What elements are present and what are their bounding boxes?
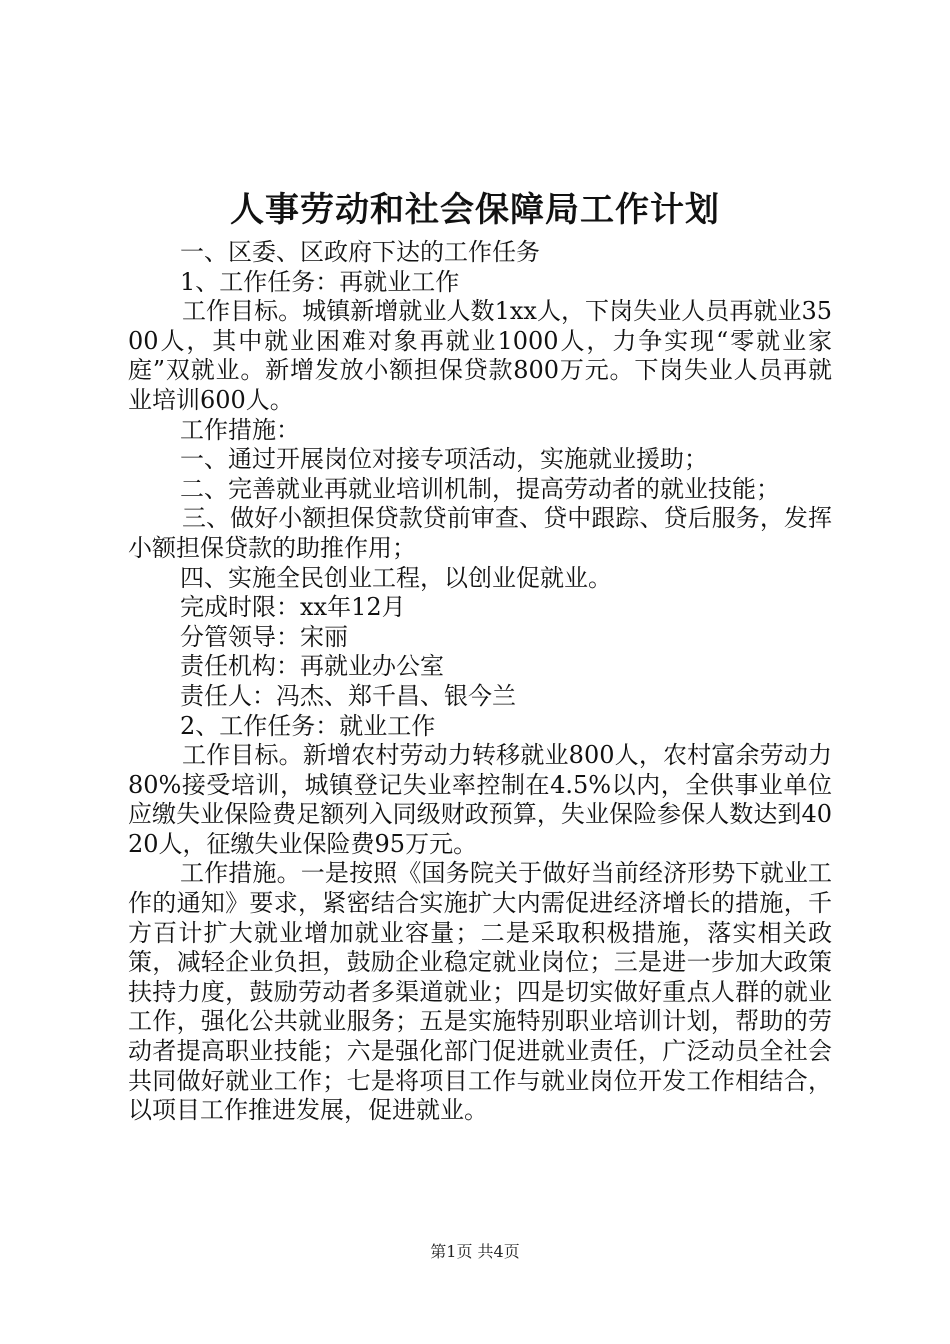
document-body <box>128 238 832 1126</box>
page-number: 第1页 共4页 <box>430 1242 520 1261</box>
task-goal-paragraph: 工作目标。新增农村劳动力转移就业800人，农村富余劳动力80%接受培训，城镇登记失业率控制在4.5%以内，全供事业单位应缴失业保险费足额列入同级财政预算，失业保险参保人数达到4020人，征缴失业保险费95万元。 <box>128 741 832 858</box>
document-title: 人事劳动和社会保障局工作计划 <box>230 190 720 230</box>
measures-heading: 工作措施： <box>180 415 300 444</box>
task-goal-paragraph: 工作目标。城镇新增就业人数1xx人，下岗失业人员再就业3500人，其中就业困难对象再就业1000人，力争实现“零就业家庭”双就业。新增发放小额担保贷款800万元。下岗失业人员再就业培训600人。 <box>128 297 832 414</box>
section-heading: 一、区委、区政府下达的工作任务 <box>180 238 540 266</box>
task-heading: 2、工作任务：就业工作 <box>180 711 436 740</box>
deadline-line: 完成时限：xx年12月 <box>180 593 406 622</box>
responsible-agency-line: 责任机构：再就业办公室 <box>180 652 444 681</box>
measure-item: 三、做好小额担保贷款贷前审查、贷中跟踪、贷后服务，发挥小额担保贷款的助推作用； <box>128 504 832 562</box>
measures-paragraph: 工作措施。一是按照《国务院关于做好当前经济形势下就业工作的通知》要求，紧密结合实施扩大内需促进经济增长的措施，千方百计扩大就业增加就业容量；二是采取积极措施，落实相关政策，减轻企业负担，鼓励企业稳定就业岗位；三是进一步加大政策扶持力度，鼓励劳动者多渠道就业；四是切实做好重点人群的就业工作，强化公共就业服务；五是实施特别职业培训计划，帮助的劳动者提高职业技能；六是强化部门促进就业责任，广泛动员全社会共同做好就业工作；七是将项目工作与就业岗位开发工作相结合，以项目工作推进发展，促进就业。 <box>128 859 832 1125</box>
measure-item: 四、实施全民创业工程，以创业促就业。 <box>180 563 612 592</box>
task-heading: 1、工作任务：再就业工作 <box>180 267 460 296</box>
responsible-persons-line: 责任人：冯杰、郑千昌、银今兰 <box>180 681 516 710</box>
measure-item: 二、完善就业再就业培训机制，提高劳动者的就业技能； <box>180 474 780 503</box>
leader-line: 分管领导：宋丽 <box>180 622 348 651</box>
measure-item: 一、通过开展岗位对接专项活动，实施就业援助； <box>180 445 708 474</box>
